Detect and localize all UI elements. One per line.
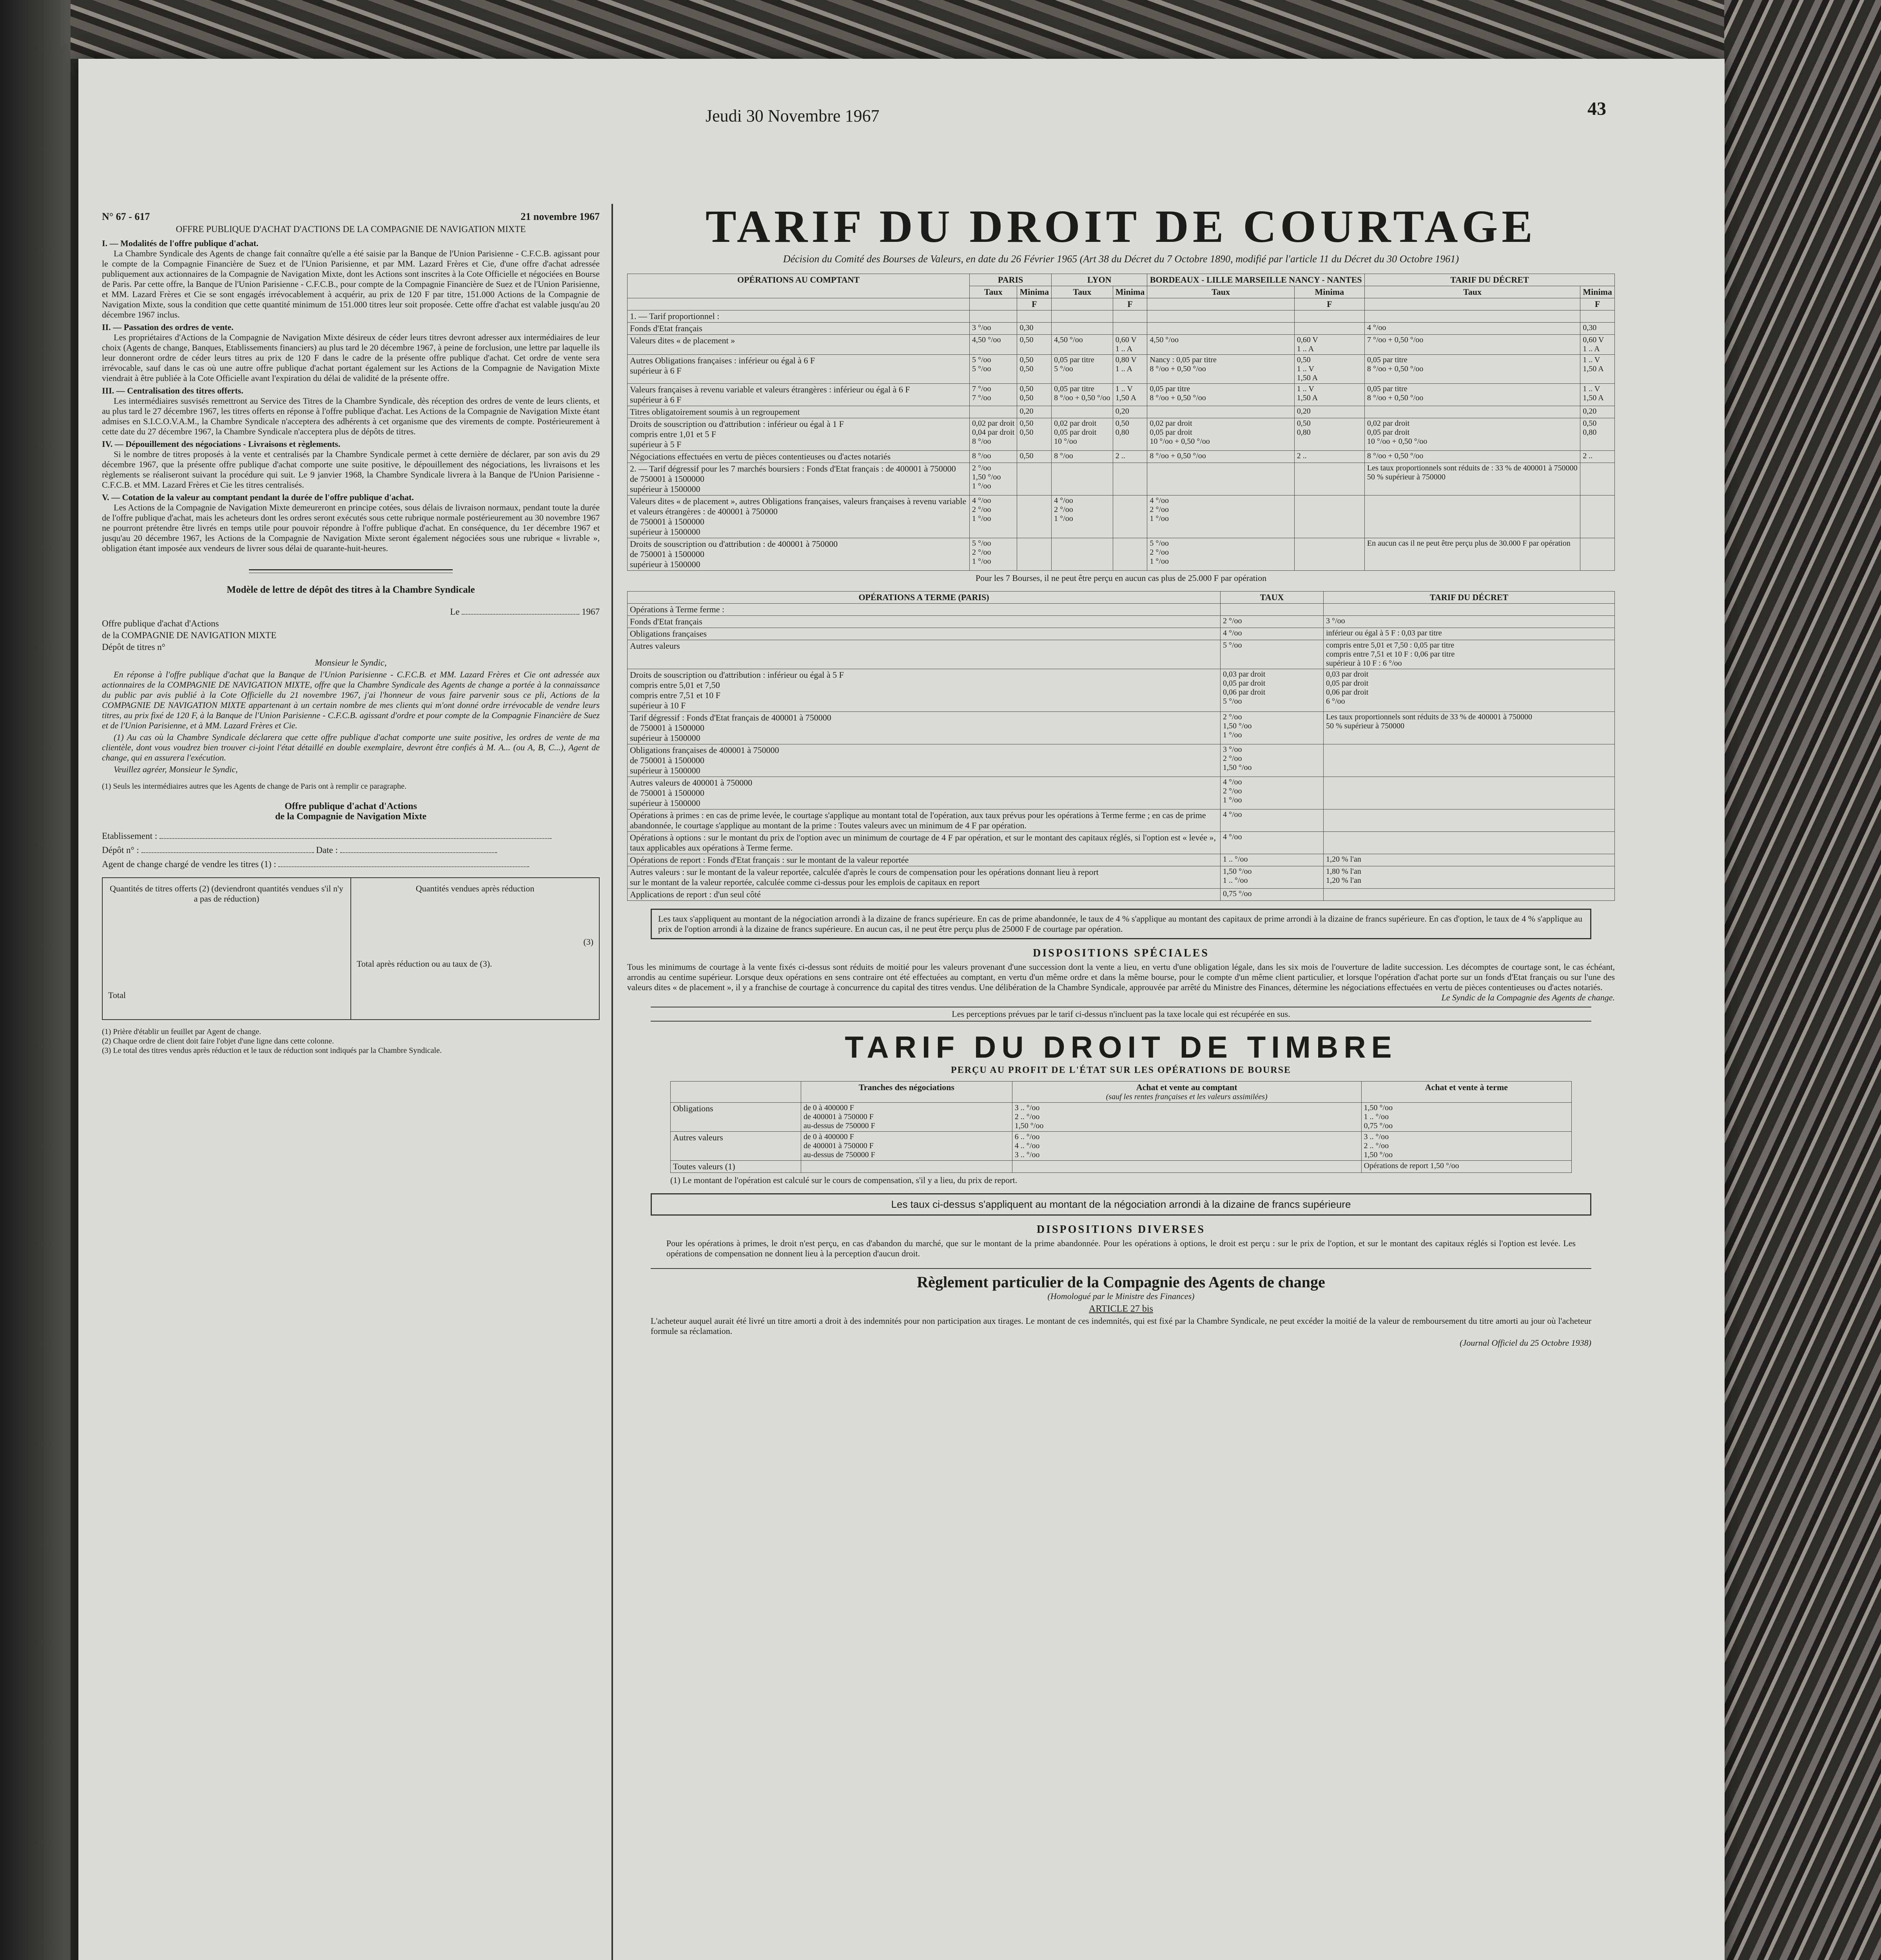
table-row xyxy=(671,1132,1572,1161)
model-close: Veuillez agréer, Monsieur le Syndic, xyxy=(114,764,238,774)
dispositions-diverses-title: DISPOSITIONS DIVERSES xyxy=(1036,1223,1206,1236)
decret-taux: 7 °/oo + 0,50 °/oo xyxy=(1364,335,1580,355)
row-label: Négociations effectuées en vertu de pièces contentieuses ou d'actes notariés xyxy=(628,451,970,463)
paris-taux: 4,50 °/oo xyxy=(970,335,1017,355)
timbre-title: TARIF DU DROIT DE TIMBRE xyxy=(845,1030,1397,1064)
taux-cell: 1 .. °/oo xyxy=(1221,854,1324,866)
lyon-taux: 0,05 par titre 8 °/oo + 0,50 °/oo xyxy=(1052,384,1113,406)
decret-cell: 1,80 % l'an 1,20 % l'an xyxy=(1324,866,1615,889)
paris-taux: 2 °/oo 1,50 °/oo 1 °/oo xyxy=(970,463,1017,495)
table-row xyxy=(671,1161,1572,1173)
bdx-minima xyxy=(1294,495,1364,538)
form-fields xyxy=(102,831,600,869)
decret-taux xyxy=(1364,406,1580,418)
model-le: Le xyxy=(450,607,460,617)
lyon-minima xyxy=(1113,463,1147,495)
courtage-section xyxy=(627,200,1615,1348)
paris-minima: 0,50 xyxy=(1017,335,1052,355)
unit-cell: F xyxy=(1580,298,1615,310)
blank-cell xyxy=(1052,298,1113,310)
row-label: Autres valeurs xyxy=(671,1132,801,1161)
bdx-taux: 0,02 par droit 0,05 par droit 10 °/oo + 0,50 °/oo xyxy=(1147,418,1294,451)
section-heading: II. — Passation des ordres de vente. xyxy=(102,322,234,332)
model-line: de la COMPAGNIE DE NAVIGATION MIXTE xyxy=(102,630,277,640)
row-label: 1. — Tarif proportionnel : xyxy=(628,310,970,323)
date-blank xyxy=(462,614,579,615)
decret-taux: En aucun cas il ne peut être perçu plus de 30.000 F par opération xyxy=(1364,538,1580,571)
section-1 xyxy=(102,238,600,320)
terme-header: OPÉRATIONS A TERME (PARIS) xyxy=(628,592,1221,604)
terme-table xyxy=(627,591,1615,901)
taux-cell: 4 °/oo xyxy=(1221,832,1324,854)
decret-minima xyxy=(1580,463,1615,495)
timbre-box-note: Les taux ci-dessus s'appliquent au montant de la négociation arrondi à la dizaine de francs supérieure xyxy=(651,1193,1591,1216)
paris-header: PARIS xyxy=(970,274,1052,286)
decret-cell: Les taux proportionnels sont réduits de 33 % de 400001 à 750000 50 % supérieur à 750000 xyxy=(1324,712,1615,744)
page-number: 43 xyxy=(1587,98,1606,119)
unit-cell: F xyxy=(1294,298,1364,310)
minima-header: Minima xyxy=(1017,286,1052,298)
row-label: Obligations xyxy=(671,1103,801,1132)
model-letter-title: Modèle de lettre de dépôt des titres à la Chambre Syndicale xyxy=(227,584,475,595)
taux-cell: 5 °/oo xyxy=(1221,640,1324,669)
lyon-taux xyxy=(1052,310,1113,323)
lyon-taux: 4,50 °/oo xyxy=(1052,335,1113,355)
decret-cell: 3 °/oo xyxy=(1324,616,1615,628)
divider xyxy=(249,569,453,573)
decret-minima: 0,20 xyxy=(1580,406,1615,418)
row-label: Droits de souscription ou d'attribution : de 400001 à 750000 de 750001 à 1500000 supérieur à 1500000 xyxy=(628,538,970,571)
terme-cell: 1,50 °/oo 1 .. °/oo 0,75 °/oo xyxy=(1361,1103,1571,1132)
paris-minima: 0,50 0,50 xyxy=(1017,418,1052,451)
blank-cell xyxy=(628,298,970,310)
footnote: (3) Le total des titres vendus après réduction et le taux de réduction sont indiqués par la Chambre Syndicale. xyxy=(102,1046,442,1055)
row-label: Fonds d'Etat français xyxy=(628,323,970,335)
reglement-subtitle: (Homologué par le Ministre des Finances) xyxy=(1047,1291,1195,1301)
paris-taux xyxy=(970,406,1017,418)
lyon-minima: 0,60 V 1 .. A xyxy=(1113,335,1147,355)
decret-taux: 0,05 par titre 8 °/oo + 0,50 °/oo xyxy=(1364,355,1580,384)
reglement-text: L'acheteur auquel aurait été livré un titre amorti a droit à des indemnités pour non participation aux tirages. Le montant de ces indemnités, qui est fixé par la Chambre Syndicale, ne peut excéder la moitié de la valeur de remboursement du titre amorti au jour où l'acheteur formule sa réclamation. xyxy=(651,1316,1591,1336)
header-date: Jeudi 30 Novembre 1967 xyxy=(706,106,880,125)
row-label: Autres valeurs de 400001 à 750000 de 750001 à 1500000 supérieur à 1500000 xyxy=(628,777,1221,809)
paris-taux: 4 °/oo 2 °/oo 1 °/oo xyxy=(970,495,1017,538)
timbre-table xyxy=(670,1081,1572,1173)
lyon-minima: 0,50 0,80 xyxy=(1113,418,1147,451)
table-row xyxy=(628,323,1615,335)
table-row xyxy=(628,495,1615,538)
comptant-note: (sauf les rentes françaises et les valeurs assimilées) xyxy=(1106,1093,1268,1101)
decret-minima xyxy=(1580,538,1615,571)
section-text: Les Actions de la Compagnie de Navigation Mixte demeureront en principe cotées, sous délais de livraison normaux, pendant toute la durée de l'offre publique d'achat, mais les acheteurs dont les ordres seront exécutés sous cette rubrique normale postérieurement au 30 novembre 1967 ne pourront prétendre être livrés en temps utile pour pouvoir répondre à l'offre publique d'achat. En conséquence, du 1er décembre 1967 et jusqu'au 20 décembre 1967, les Actions de la Compagnie de Navigation Mixte seront également négociées sous une rubrique « livrable », obligation étant imposée aux vendeurs de livrer sous délai de quarante-huit-heures. xyxy=(102,503,600,553)
decret-cell: 0,03 par droit 0,05 par droit 0,06 par droit 6 °/oo xyxy=(1324,669,1615,712)
field-label: Agent de change chargé de vendre les titres (1) : xyxy=(102,859,276,869)
notice-date: 21 novembre 1967 xyxy=(521,211,600,222)
decret-cell xyxy=(1324,777,1615,809)
footnotes xyxy=(102,1027,600,1055)
decret-cell xyxy=(1324,889,1615,901)
column-rule xyxy=(611,204,613,1960)
row-label: Valeurs dites « de placement » xyxy=(628,335,970,355)
lyon-minima xyxy=(1113,323,1147,335)
table-row xyxy=(628,640,1615,669)
notice-header xyxy=(102,212,600,222)
taxe-locale-note: Les perceptions prévues par le tarif ci-dessus n'incluent pas la taxe locale qui est récupérée en sus. xyxy=(651,1007,1591,1022)
decret-minima: 0,50 0,80 xyxy=(1580,418,1615,451)
model-salutation: Monsieur le Syndic, xyxy=(315,658,387,668)
taux-cell: 4 °/oo xyxy=(1221,809,1324,832)
tranches-header: Tranches des négociations xyxy=(801,1082,1012,1103)
comptant-cell: 3 .. °/oo 2 .. °/oo 1,50 °/oo xyxy=(1012,1103,1361,1132)
section-heading: V. — Cotation de la valeur au comptant pendant la durée de l'offre publique d'achat. xyxy=(102,492,414,502)
decret-taux xyxy=(1364,495,1580,538)
section-3 xyxy=(102,386,600,437)
table-row xyxy=(628,809,1615,832)
taux-cell: 2 °/oo xyxy=(1221,616,1324,628)
decret-minima: 1 .. V 1,50 A xyxy=(1580,355,1615,384)
blank-cell xyxy=(671,1082,801,1103)
col-header: Quantités vendues après réduction xyxy=(415,884,535,893)
paris-minima xyxy=(1017,538,1052,571)
lyon-taux: 4 °/oo 2 °/oo 1 °/oo xyxy=(1052,495,1113,538)
taux-header: Taux xyxy=(1364,286,1580,298)
bdx-minima: 0,50 1 .. V 1,50 A xyxy=(1294,355,1364,384)
lyon-minima xyxy=(1113,495,1147,538)
unit-cell: F xyxy=(1113,298,1147,310)
lyon-taux: 0,05 par titre 5 °/oo xyxy=(1052,355,1113,384)
paris-minima xyxy=(1017,495,1052,538)
table-row xyxy=(628,628,1615,640)
decret-minima: 0,60 V 1 .. A xyxy=(1580,335,1615,355)
table-row xyxy=(628,832,1615,854)
decret-cell xyxy=(1324,604,1615,616)
section-heading: III. — Centralisation des titres offerts. xyxy=(102,386,243,396)
bdx-minima: 0,60 V 1 .. A xyxy=(1294,335,1364,355)
blank-cell xyxy=(970,298,1017,310)
minima-header: Minima xyxy=(1294,286,1364,298)
table-row xyxy=(628,310,1615,323)
tranches-cell xyxy=(801,1161,1012,1173)
quantities-box xyxy=(102,877,600,1020)
divider xyxy=(651,1268,1591,1269)
paris-minima: 0,20 xyxy=(1017,406,1052,418)
table-row xyxy=(628,384,1615,406)
total-after-label: Total après réduction ou au taux de (3). xyxy=(357,959,492,969)
paris-taux: 3 °/oo xyxy=(970,323,1017,335)
model-year: 1967 xyxy=(582,607,600,617)
row-label: Droits de souscription ou d'attribution : inférieur ou égal à 5 F compris entre 5,01 et 7,50 compris entre 7,51 et 10 F supérieur à 10 F xyxy=(628,669,1221,712)
decret-taux: 4 °/oo xyxy=(1364,323,1580,335)
terme-rows xyxy=(628,604,1615,901)
section-heading: I. — Modalités de l'offre publique d'achat. xyxy=(102,238,259,248)
offered-quantities-col xyxy=(103,878,351,1019)
table-row xyxy=(628,854,1615,866)
row-label: Autres valeurs : sur le montant de la valeur reportée, calculée d'après le cours de compensation pour les opérations donnant lieu à report sur le montant de la valeur reportée, calculée comme ci-dessus pour les emplois de capitaux en report xyxy=(628,866,1221,889)
date-field[interactable] xyxy=(340,852,497,853)
reglement-title: Règlement particulier de la Compagnie des Agents de change xyxy=(917,1273,1325,1291)
model-note: (1) Au cas où la Chambre Syndicale déclarera que cette offre publique d'achat comporte une suite positive, les ordres de vente de ma clientèle, dont vous voudrez bien trouver ci-joint l'état détaillé en double exemplaire, devront être confiés à M. A... (ou A, B, C...), Agent de change, qui en assurera l'exécution. xyxy=(102,732,600,762)
section-text: Les intermédiaires susvisés remettront au Service des Titres de la Chambre Syndicale, dès réception des ordres de vente de leurs clients, et au plus tard le 27 décembre 1967, les titres offerts en réponse à l'offre publique d'achat. Les Actions de la Compagnie de Navigation Mixte étant admises en S.I.C.O.V.A.M., la Chambre Syndicale n'acceptera des adhérents à cet organisme que des virements de compte. Postérieurement à cette date du 27 décembre 1967, la Chambre Syndicale n'acceptera plus de dépôts de titres. xyxy=(102,396,600,436)
unit-cell: F xyxy=(1017,298,1052,310)
footnote: (1) Prière d'établir un feuillet par Agent de change. xyxy=(102,1027,261,1036)
comptant-label: Achat et vente au comptant xyxy=(1136,1082,1237,1092)
decret-taux: 8 °/oo + 0,50 °/oo xyxy=(1364,451,1580,463)
taux-cell: 4 °/oo 2 °/oo 1 °/oo xyxy=(1221,777,1324,809)
bdx-taux: 4 °/oo 2 °/oo 1 °/oo xyxy=(1147,495,1294,538)
decret-cell xyxy=(1324,832,1615,854)
bdx-taux: 5 °/oo 2 °/oo 1 °/oo xyxy=(1147,538,1294,571)
comptant-cell: 6 .. °/oo 4 .. °/oo 3 .. °/oo xyxy=(1012,1132,1361,1161)
row-label: Opérations à Terme ferme : xyxy=(628,604,1221,616)
paris-minima: 0,50 xyxy=(1017,451,1052,463)
paris-taux: 7 °/oo 7 °/oo xyxy=(970,384,1017,406)
paris-taux: 5 °/oo 2 °/oo 1 °/oo xyxy=(970,538,1017,571)
taux-cell: 3 °/oo 2 °/oo 1,50 °/oo xyxy=(1221,744,1324,777)
timbre-subtitle: PERÇU AU PROFIT DE L'ÉTAT SUR LES OPÉRATIONS DE BOURSE xyxy=(951,1065,1291,1075)
lyon-taux xyxy=(1052,406,1113,418)
blank-cell xyxy=(1364,298,1580,310)
taux-header: Taux xyxy=(1147,286,1294,298)
row-label: Applications de report : d'un seul côté xyxy=(628,889,1221,901)
table-row xyxy=(628,777,1615,809)
table-row xyxy=(628,335,1615,355)
lyon-minima: 0,80 V 1 .. A xyxy=(1113,355,1147,384)
taux-cell xyxy=(1221,604,1324,616)
table-row xyxy=(628,463,1615,495)
row-label: Fonds d'Etat français xyxy=(628,616,1221,628)
section-text: La Chambre Syndicale des Agents de change fait connaître qu'elle a été saisie par la Banque de l'Union Parisienne - C.F.C.B. agissant pour le compte de la Compagnie Financière de Suez et de l'Union Parisienne, et par MM. Lazard Frères et Cie, d'une offre d'achat adressée publiquement aux actionnaires de la Compagnie de Navigation Mixte, dont les Actions sont inscrites à la Cote Officielle et négociées en Bourse de Paris. Par cette offre, la Banque de l'Union Parisienne - C.F.C.B., pour compte de la Compagnie Financière de Suez et de l'Union Parisienne, et MM. Lazard Frères et Cie se sont engagés irrévocablement à acquérir, au prix de 120 F par titre, 151.000 Actions de la Compagnie de Navigation Mixte, sous la condition que cette quantité minimum de 151.000 titres leur soit proposée. Cette offre d'achat est valable jusqu'au 20 décembre 1967 inclus. xyxy=(102,249,600,319)
model-body: En réponse à l'offre publique d'achat que la Banque de l'Union Parisienne - C.F.C.B. et MM. Lazard Frères et Cie ont adressée aux actionnaires de la COMPAGNIE DE NAVIGATION MIXTE, offre que la Chambre Syndicale des Agents de change a portée à la connaissance du public par avis publié à la Cote Officielle du 21 novembre 1967, j'ai l'honneur de vous faire parvenir sous ce pli, Actions de la COMPAGNIE DE NAVIGATION MIXTE appartenant à un certain nombre de mes clients qui m'ont donné ordre irrévocable de vendre leurs titres, au prix fixé de 120 F, à la Banque de l'Union Parisienne - C.F.C.B. agissant d'ordre et pour compte de la Compagnie Financière de Suez et de l'Union Parisienne, et à MM. Lazard Frères et Cie. xyxy=(102,670,600,730)
lyon-taux: 0,02 par droit 0,05 par droit 10 °/oo xyxy=(1052,418,1113,451)
taux-cell: 0,75 °/oo xyxy=(1221,889,1324,901)
decret-minima: 1 .. V 1,50 A xyxy=(1580,384,1615,406)
row-label: Valeurs dites « de placement », autres Obligations françaises, valeurs françaises à revenu variable et valeurs étrangères : de 400001 à 750000 de 750001 à 1500000 supérieur à 1500000 xyxy=(628,495,970,538)
taux-header: Taux xyxy=(970,286,1017,298)
field-label: Etablissement : xyxy=(102,831,158,841)
form-title xyxy=(102,801,600,822)
paris-taux: 5 °/oo 5 °/oo xyxy=(970,355,1017,384)
lyon-taux xyxy=(1052,323,1113,335)
courtage-decision: Décision du Comité des Bourses de Valeurs, en date du 26 Février 1965 (Art 38 du Décret du 7 Octobre 1890, modifié par l'article 11 du Décret du 30 Octobre 1961) xyxy=(783,253,1459,265)
binding-marbled-edge xyxy=(1724,0,1881,1960)
paris-minima: 0,30 xyxy=(1017,323,1052,335)
terme-cell: 3 .. °/oo 2 .. °/oo 1,50 °/oo xyxy=(1361,1132,1571,1161)
model-footnote: (1) Seuls les intermédiaires autres que les Agents de change de Paris ont à remplir ce paragraphe. xyxy=(102,782,406,791)
lyon-taux xyxy=(1052,538,1113,571)
decret-taux xyxy=(1364,310,1580,323)
table-row xyxy=(628,538,1615,571)
terme-decret-header: TARIF DU DÉCRET xyxy=(1324,592,1615,604)
minima-header: Minima xyxy=(1580,286,1615,298)
row-label: Tarif dégressif : Fonds d'Etat français de 400001 à 750000 de 750001 à 1500000 supérieur à 1500000 xyxy=(628,712,1221,744)
section-5 xyxy=(102,492,600,554)
reglement-source: (Journal Officiel du 25 Octobre 1938) xyxy=(1460,1338,1591,1348)
row-label: Droits de souscription ou d'attribution : inférieur ou égal à 1 F compris entre 1,01 et 5 F supérieur à 5 F xyxy=(628,418,970,451)
decret-cell xyxy=(1324,809,1615,832)
table-row xyxy=(628,669,1615,712)
section-4 xyxy=(102,439,600,490)
decret-taux: 0,05 par titre 8 °/oo + 0,50 °/oo xyxy=(1364,384,1580,406)
row-label: Titres obligatoirement soumis à un regroupement xyxy=(628,406,970,418)
terme-box-note: Les taux s'appliquent au montant de la négociation arrondi à la dizaine de francs supérieure. En cas de prime abandonnée, le taux de 4 % s'applique au montant des capitaux de prime arrondi à la dizaine de francs supérieure. En cas d'option, le taux de 4 % s'applique au prix de l'option arrondi à la dizaine de francs supérieure. En aucun cas, il ne peut être perçu plus de 25000 F de courtage par opération. xyxy=(651,909,1591,939)
sold-quantities-col xyxy=(351,878,599,1019)
table-row xyxy=(628,866,1615,889)
row-label: Opérations de report : Fonds d'Etat français : sur le montant de la valeur reportée xyxy=(628,854,1221,866)
table-row xyxy=(628,451,1615,463)
col-header: Quantités de titres offerts (2) (deviendront quantités vendues s'il n'y a pas de réduction) xyxy=(110,884,343,904)
bdx-taux xyxy=(1147,463,1294,495)
row-label: Obligations françaises de 400001 à 750000 de 750001 à 1500000 supérieur à 1500000 xyxy=(628,744,1221,777)
decret-minima: 2 .. xyxy=(1580,451,1615,463)
decret-cell: 1,20 % l'an xyxy=(1324,854,1615,866)
binding-top xyxy=(71,0,1724,59)
row-label: Obligations françaises xyxy=(628,628,1221,640)
decret-minima: 0,30 xyxy=(1580,323,1615,335)
bdx-minima xyxy=(1294,310,1364,323)
bdx-minima: 2 .. xyxy=(1294,451,1364,463)
dispositions-diverses-text: Pour les opérations à primes, le droit n'est perçu, en cas d'abandon du marché, que sur le montant de la prime abandonnée. Pour les opérations à options, le droit est perçu : sur le prix de l'option, et sur le montant des capitaux réglés si l'option est levée. Les opérations de compensation ne donnent lieu à la perception d'aucun droit. xyxy=(666,1238,1576,1258)
bdx-taux xyxy=(1147,406,1294,418)
row-label: Opérations à options : sur le montant du prix de l'option avec un minimum de courtage de 4 F par opération, et sur le montant des capitaux réglés, si l'option est « levée », taux applicables aux opérations à Terme ferme. xyxy=(628,832,1221,854)
decret-header: TARIF DU DÉCRET xyxy=(1364,274,1614,286)
decret-cell: inférieur ou égal à 5 F : 0,03 par titre xyxy=(1324,628,1615,640)
section-text: Les propriétaires d'Actions de la Compagnie de Navigation Mixte désireux de céder leurs titres devront adresser aux intermédiaires de leur choix (Agents de change, Banques, Etablissements financiers) au plus tard le 20 décembre 1967, à peine de forclusion, une lettre par laquelle ils leur donneront ordre de céder leurs titres au prix de 120 F dans le cadre de la présente offre publique d'achat. Cet ordre de vente sera irrévocable, sauf dans le cas où une autre offre publique d'achat portant également sur les Actions de la Compagnie de Navigation Mixte viendrait à être publiée à la Cote Officielle avant l'expiration du délai de validité de la présente offre. xyxy=(102,332,600,383)
table-row xyxy=(628,604,1615,616)
lyon-minima: 0,20 xyxy=(1113,406,1147,418)
row-label: 2. — Tarif dégressif pour les 7 marchés boursiers : Fonds d'Etat français : de 400001 à 750000 de 750001 à 1500000 supérieur à 1500000 xyxy=(628,463,970,495)
minima-header: Minima xyxy=(1113,286,1147,298)
lyon-minima xyxy=(1113,538,1147,571)
bdx-taux: 4,50 °/oo xyxy=(1147,335,1294,355)
taux-header: Taux xyxy=(1052,286,1113,298)
form-title-line: de la Compagnie de Navigation Mixte xyxy=(275,811,426,822)
paris-taux xyxy=(970,310,1017,323)
bdx-minima xyxy=(1294,463,1364,495)
decret-minima xyxy=(1580,495,1615,538)
bdx-minima: 0,50 0,80 xyxy=(1294,418,1364,451)
bdx-header: BORDEAUX - LILLE MARSEILLE NANCY - NANTES xyxy=(1147,274,1364,286)
bdx-minima xyxy=(1294,323,1364,335)
depot-field[interactable] xyxy=(141,852,314,853)
row-label: Autres valeurs xyxy=(628,640,1221,669)
bdx-minima: 1 .. V 1,50 A xyxy=(1294,384,1364,406)
decret-taux: 0,02 par droit 0,05 par droit 10 °/oo + 0,50 °/oo xyxy=(1364,418,1580,451)
table-row xyxy=(628,712,1615,744)
paris-minima: 0,50 0,50 xyxy=(1017,355,1052,384)
terme-header: Achat et vente à terme xyxy=(1361,1082,1571,1103)
row-label: Toutes valeurs (1) xyxy=(671,1161,801,1173)
agent-field[interactable] xyxy=(278,866,529,867)
taux-cell: 2 °/oo 1,50 °/oo 1 °/oo xyxy=(1221,712,1324,744)
comptant-rows xyxy=(628,310,1615,571)
field-label: Dépôt n° : xyxy=(102,845,139,855)
section-heading: IV. — Dépouillement des négociations - Livraisons et règlements. xyxy=(102,439,341,449)
comptant-header xyxy=(1012,1082,1361,1103)
taux-cell: 1,50 °/oo 1 .. °/oo xyxy=(1221,866,1324,889)
decret-taux: Les taux proportionnels sont réduits de : 33 % de 400001 à 750000 50 % supérieur à 750000 xyxy=(1364,463,1580,495)
bdx-taux: 0,05 par titre 8 °/oo + 0,50 °/oo xyxy=(1147,384,1294,406)
row-label: Valeurs françaises à revenu variable et valeurs étrangères : inférieur ou égal à 6 F supérieur à 6 F xyxy=(628,384,970,406)
taux-cell: 4 °/oo xyxy=(1221,628,1324,640)
paris-taux: 8 °/oo xyxy=(970,451,1017,463)
bdx-minima xyxy=(1294,538,1364,571)
tranches-cell: de 0 à 400000 F de 400001 à 750000 F au-dessus de 750000 F xyxy=(801,1103,1012,1132)
section-text: Si le nombre de titres proposés à la vente et centralisés par la Chambre Syndicale permet à cette dernière de déclarer, par son avis du 29 décembre 1967, que la présente offre publique d'achat comporte une suite positive, le dépouillement des négociations, les livraisons et les règlements se réaliseront suivant la procédure qui suit. Le 9 janvier 1968, la Chambre Syndicale livrera à la Banque de l'Union Parisienne - C.F.C.B. et MM. Lazard Frères et Cie les titres centralisés. xyxy=(102,449,600,490)
blank-cell xyxy=(1147,298,1294,310)
terme-taux-header: TAUX xyxy=(1221,592,1324,604)
paris-minima: 0,50 0,50 xyxy=(1017,384,1052,406)
bdx-taux: 8 °/oo + 0,50 °/oo xyxy=(1147,451,1294,463)
syndic-signature: Le Syndic de la Compagnie des Agents de change. xyxy=(1441,993,1615,1002)
form-title-line: Offre publique d'achat d'Actions xyxy=(285,801,417,811)
model-line: Dépôt de titres n° xyxy=(102,642,165,652)
bdx-taux: Nancy : 0,05 par titre 8 °/oo + 0,50 °/oo xyxy=(1147,355,1294,384)
bdx-taux xyxy=(1147,310,1294,323)
lyon-minima xyxy=(1113,310,1147,323)
ref-mark: (3) xyxy=(583,937,593,947)
decret-cell xyxy=(1324,744,1615,777)
comptant-table xyxy=(627,274,1615,571)
row-label: Autres Obligations françaises : inférieur ou égal à 6 F supérieur à 6 F xyxy=(628,355,970,384)
bdx-minima: 0,20 xyxy=(1294,406,1364,418)
book-spine xyxy=(0,0,71,1960)
table-row xyxy=(628,355,1615,384)
paris-taux: 0,02 par droit 0,04 par droit 8 °/oo xyxy=(970,418,1017,451)
dispositions-speciales-title: DISPOSITIONS SPÉCIALES xyxy=(1033,947,1209,959)
tranches-cell: de 0 à 400000 F de 400001 à 750000 F au-dessus de 750000 F xyxy=(801,1132,1012,1161)
section-2 xyxy=(102,322,600,383)
model-date-line xyxy=(102,607,600,617)
reglement-article: ARTICLE 27 bis xyxy=(1089,1304,1153,1314)
row-label: Opérations à primes : en cas de prime levée, le courtage s'applique au montant total de l'opération, aux taux prévus pour les opérations à Terme ferme ; en cas de prime abandonnée, le courtage s'applique au montant de la prime : Toutes valeurs avec un minimum de 4 F par opération. xyxy=(628,809,1221,832)
table-row xyxy=(628,418,1615,451)
table-row xyxy=(628,744,1615,777)
courtage-title: TARIF DU DROIT DE COURTAGE xyxy=(706,201,1536,252)
dispositions-speciales-text: Tous les minimums de courtage à la vente fixés ci-dessus sont réduits de moitié pour les valeurs provenant d'une succession dont la vente a lieu, en vertu d'une obligation légale, dans les six mois de l'ouverture de ladite succession. Les décomptes de courtage sont, le cas échéant, arrondis au centime supérieur. Lorsque deux opérations en sens contraire ont été effectuées au comptant, en vertu d'un même ordre et dans la même bourse, pour le compte d'un même client particulier, et lorsque l'opération d'achat porte sur un fonds d'Etat français ou sur l'une des valeurs dites « de placement », il y a franchise de courtage à concurrence du capital des titres vendus. Une délibération de la Chambre Syndicale, approuvée par arrêté du Ministre des Finances, détermine les négociations effectuées en vertu de pièces contentieuses ou d'actes notariés. xyxy=(627,962,1615,992)
total-label: Total xyxy=(108,990,126,1000)
comptant-cell xyxy=(1012,1161,1361,1173)
etablissement-field[interactable] xyxy=(160,838,551,839)
lyon-minima: 2 .. xyxy=(1113,451,1147,463)
bdx-taux xyxy=(1147,323,1294,335)
left-column xyxy=(102,212,600,1055)
timbre-footnote: (1) Le montant de l'opération est calculé sur le cours de compensation, s'il y a lieu, du prix de report. xyxy=(670,1175,1018,1185)
taux-cell: 0,03 par droit 0,05 par droit 0,06 par droit 5 °/oo xyxy=(1221,669,1324,712)
lyon-minima: 1 .. V 1,50 A xyxy=(1113,384,1147,406)
model-line: Offre publique d'achat d'Actions xyxy=(102,619,219,628)
timbre-rows xyxy=(671,1103,1572,1173)
decret-minima xyxy=(1580,310,1615,323)
lyon-taux xyxy=(1052,463,1113,495)
terme-cell: Opérations de report 1,50 °/oo xyxy=(1361,1161,1571,1173)
decret-cell: compris entre 5,01 et 7,50 : 0,05 par titre compris entre 7,51 et 10 F : 0,06 par titre supérieur à 10 F : 6 °/oo xyxy=(1324,640,1615,669)
notice-title: OFFRE PUBLIQUE D'ACHAT D'ACTIONS DE LA COMPAGNIE DE NAVIGATION MIXTE xyxy=(176,224,526,234)
field-label: Date : xyxy=(316,845,338,855)
paris-minima xyxy=(1017,310,1052,323)
op-header: OPÉRATIONS AU COMPTANT xyxy=(628,274,970,298)
paris-minima xyxy=(1017,463,1052,495)
notice-number: N° 67 - 617 xyxy=(102,211,150,222)
table-row xyxy=(628,406,1615,418)
footnote: (2) Chaque ordre de client doit faire l'objet d'une ligne dans cette colonne. xyxy=(102,1037,334,1045)
lyon-taux: 8 °/oo xyxy=(1052,451,1113,463)
table-row xyxy=(628,616,1615,628)
lyon-header: LYON xyxy=(1052,274,1147,286)
table-row xyxy=(628,889,1615,901)
table-row xyxy=(671,1103,1572,1132)
seven-bourses-note: Pour les 7 Bourses, il ne peut être perçu en aucun cas plus de 25.000 F par opération xyxy=(975,573,1267,583)
